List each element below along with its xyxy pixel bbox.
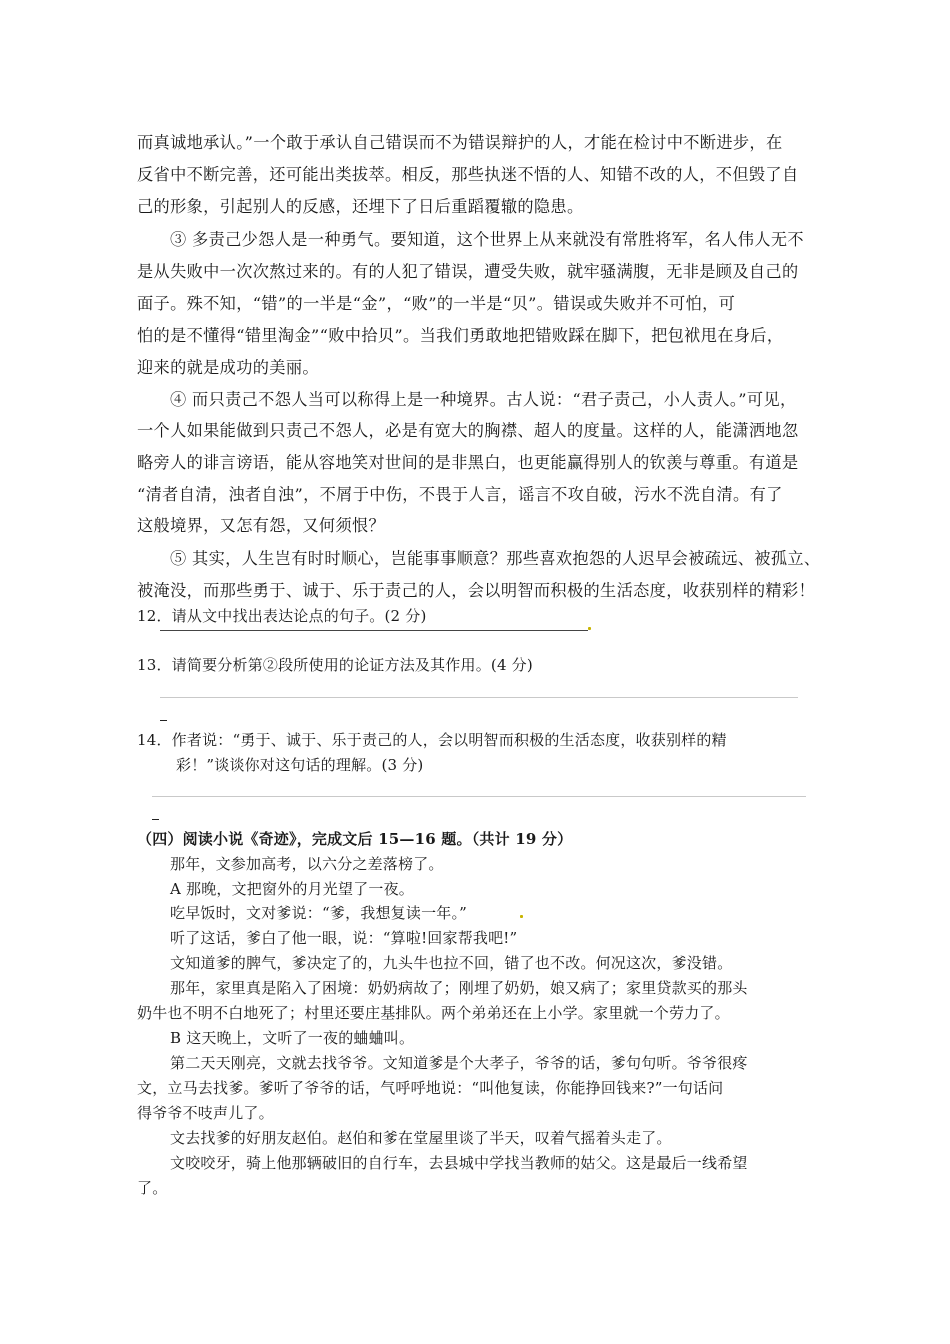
essay-paragraph-3-line: ③ 多责己少怨人是一种勇气。要知道，这个世界上从来就没有常胜将军，名人伟人无不	[170, 230, 804, 249]
story-line: 得爷爷不吱声儿了。	[137, 1104, 274, 1122]
essay-line: 被淹没，而那些勇于、诚于、乐于责己的人，会以明智而积极的生活态度，收获别样的精彩！	[137, 581, 816, 600]
essay-line: 己的形象，引起别人的反感，还埋下了日后重蹈覆辙的隐患。	[137, 197, 584, 216]
story-line: 那年，家里真是陷入了困境：奶奶病故了；刚埋了奶奶，娘又病了；家里贷款买的那头	[170, 979, 748, 997]
story-line: 听了这话，爹白了他一眼，说：“算啦!回家帮我吧!”	[170, 929, 518, 947]
answer-line-end	[152, 819, 159, 820]
essay-line: 这般境界，又怎有怨，又何须恨？	[137, 516, 386, 535]
essay-line: 迎来的就是成功的美丽。	[137, 358, 319, 377]
story-line: 文咬咬牙，骑上他那辆破旧的自行车，去县城中学找当教师的姑父。这是最后一线希望	[170, 1154, 748, 1172]
story-line: A 那晚，文把窗外的月光望了一夜。	[170, 880, 415, 898]
essay-line: 怕的是不懂得“错里淘金”“败中拾贝”。当我们勇敢地把错败踩在脚下，把包袱甩在身后，	[137, 326, 784, 345]
essay-line: 略旁人的诽言谤语，能从容地笑对世间的是非黑白，也更能赢得别人的钦羡与尊重。有道是	[137, 453, 799, 472]
story-line: 文去找爹的好朋友赵伯。赵伯和爹在堂屋里谈了半天，叹着气摇着头走了。	[170, 1129, 672, 1147]
mark-dot	[588, 627, 591, 630]
question-13-text: 13．请简要分析第②段所使用的论证方法及其作用。(4 分)	[137, 656, 533, 674]
essay-line: 反省中不断完善，还可能出类拔萃。相反，那些执迷不悟的人、知错不改的人，不但毁了自	[137, 165, 799, 184]
story-line: 吃早饭时，文对爹说：“爹，我想复读一年。”	[170, 904, 468, 922]
mark-dot	[520, 915, 523, 918]
story-line: 奶牛也不明不白地死了；村里还要庄基排队。两个弟弟还在上小学。家里就一个劳力了。	[137, 1004, 730, 1022]
essay-line: 一个人如果能做到只责己不怨人，必是有宽大的胸襟、超人的度量。这样的人，能潇洒地忽	[137, 421, 799, 440]
essay-line: 面子。殊不知，“错”的一半是“金”，“败”的一半是“贝”。错误或失败并不可怕，可	[137, 294, 736, 313]
essay-line: 是从失败中一次次熬过来的。有的人犯了错误，遭受失败，就牢骚满腹，无非是顾及自己的	[137, 262, 799, 281]
story-line: 文，立马去找爹。爹听了爷爷的话，气呼呼地说：“叫他复读，你能挣回钱来?”一句话问	[137, 1079, 724, 1097]
essay-paragraph-4-line: ④ 而只责己不怨人当可以称得上是一种境界。古人说：“君子责己，小人责人。”可见，	[170, 390, 797, 409]
story-line: 了。	[137, 1179, 168, 1197]
essay-line: “清者自清，浊者自浊”，不屑于中伤，不畏于人言，谣言不攻自破，污水不洗自清。有了	[137, 485, 783, 504]
story-line: 那年，文参加高考，以六分之差落榜了。	[170, 855, 444, 873]
essay-paragraph-5-line: ⑤ 其实，人生岂有时时顺心，岂能事事顺意？那些喜欢抱怨的人迟早会被疏远、被孤立、	[170, 549, 821, 568]
question-14-text: 14．作者说：“勇于、诚于、乐于责己的人，会以明智而积极的生活态度，收获别样的精	[137, 731, 727, 749]
essay-line: 而真诚地承认。”一个敢于承认自己错误而不为错误辩护的人，才能在检讨中不断进步，在	[137, 133, 783, 152]
story-line: 文知道爹的脾气，爹决定了的，九头牛也拉不回，错了也不改。何况这次，爹没错。	[170, 954, 733, 972]
answer-line[interactable]	[160, 697, 798, 698]
answer-line[interactable]	[152, 796, 806, 797]
answer-line[interactable]	[160, 630, 588, 631]
question-14-text-cont: 彩！”谈谈你对这句话的理解。(3 分)	[176, 756, 424, 774]
answer-line-end	[160, 720, 167, 721]
question-12-text: 12．请从文中找出表达论点的句子。(2 分)	[137, 607, 427, 625]
section-heading: （四）阅读小说《奇迹》，完成文后 15—16 题。（共计 19 分）	[137, 830, 573, 848]
story-line: 第二天天刚亮，文就去找爷爷。文知道爹是个大孝子，爷爷的话，爹句句听。爷爷很疼	[170, 1054, 748, 1072]
story-line: B 这天晚上，文听了一夜的蛐蛐叫。	[170, 1029, 415, 1047]
